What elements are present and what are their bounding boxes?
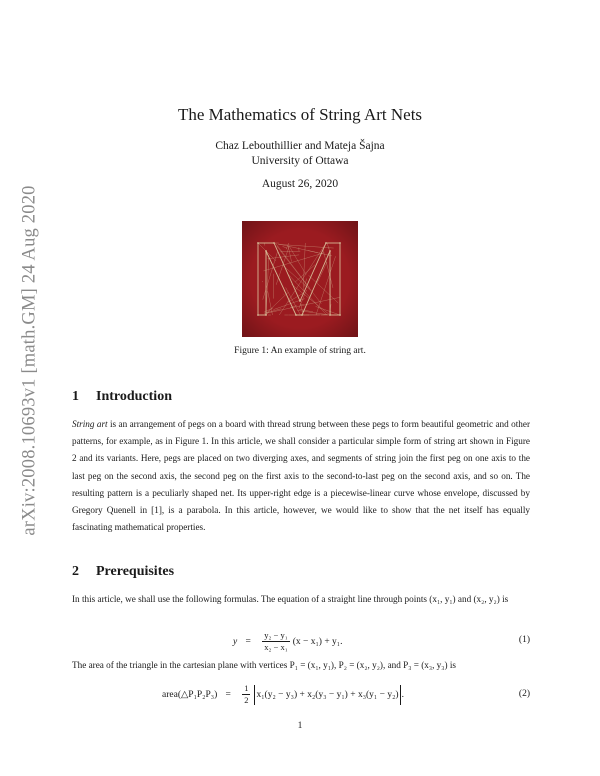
paper-date: August 26, 2020 xyxy=(261,178,339,190)
peg xyxy=(329,250,331,252)
peg xyxy=(265,314,267,316)
eq-rest: (x − x₁) + y₁. xyxy=(292,636,343,647)
peg xyxy=(301,314,303,316)
eq-numerator: 1 xyxy=(244,683,249,693)
eq-rest: x₁(y₂ − y₃) + x₂(y₃ − y₁) + x₃(y₁ − y₂) xyxy=(256,689,399,700)
abs-bar-left xyxy=(254,685,255,705)
eq-denominator: x₂ − x₁ xyxy=(264,642,288,652)
author-block xyxy=(0,139,600,169)
equation-number: (2) xyxy=(518,689,530,699)
section-number: 2 xyxy=(72,564,79,579)
introduction-text: is an arrangement of pegs on a board with thread strung between these pegs to form beautiful geometric and other patterns, for example, as in Figure 1. In this article, we shall consider a particular simple form of string art shown in Figure 2 and its variants. Here, pegs are placed on two diverging axes, and segments of string join the first peg on one axis to the last peg on the second axis, the second peg on the first axis to the second-to-last peg on the second axis, and so on. The resulting pattern is a peculiarly shaped net. Its upper-right edge is a piecewise-linear curve whose envelope, discussed by Gregory Quenell in [1], is a parabola. In this article, however, we would like to show that the net itself has equally fascinating mathematical properties. xyxy=(72,419,531,533)
string-art-image xyxy=(242,221,358,337)
peg xyxy=(295,314,297,316)
section-number: 1 xyxy=(72,389,79,404)
prerequisites-paragraph: In this article, we shall use the following formulas. The equation of a straight line through points (x₁, y₁) and (x₂, y₂) is xyxy=(72,594,509,604)
eq-fraction xyxy=(242,683,250,706)
section-title: Introduction xyxy=(96,389,172,404)
eq-relation: = xyxy=(245,636,251,647)
triangle-area-paragraph: The area of the triangle in the cartesian plane with vertices P₁ = (x₁, y₁), P₂ = (x₂, y₂), and P₃ = (x₃, y₃) is xyxy=(72,660,456,670)
authors: Chaz Lebouthillier and Mateja Šajna xyxy=(215,140,385,152)
equation-triangle-area xyxy=(72,681,530,711)
peg xyxy=(257,314,259,316)
affiliation: University of Ottawa xyxy=(251,155,349,167)
figure-string-art xyxy=(242,221,358,337)
peg xyxy=(273,242,275,244)
paper-title: The Mathematics of String Art Nets xyxy=(177,105,423,124)
eq-numerator: y₂ − y₁ xyxy=(264,630,288,640)
peg xyxy=(265,250,267,252)
introduction-paragraph xyxy=(72,416,530,536)
peg xyxy=(299,300,301,302)
eq-relation: = xyxy=(225,689,231,700)
eq-fraction xyxy=(262,630,289,653)
peg xyxy=(329,314,331,316)
section-title: Prerequisites xyxy=(96,564,175,579)
eq-lhs: area(△P₁P₂P₃) xyxy=(162,690,218,700)
abs-bar-right xyxy=(400,685,401,705)
term-string-art: String art xyxy=(72,419,108,429)
equation-number: (1) xyxy=(518,635,530,645)
page-number: 1 xyxy=(297,721,303,731)
figure-vignette xyxy=(242,221,358,337)
section-heading-introduction xyxy=(72,389,172,405)
peg xyxy=(325,242,327,244)
eq-denominator: 2 xyxy=(244,695,249,705)
equation-line xyxy=(72,628,530,656)
eq-lhs: y xyxy=(233,636,238,647)
arxiv-identifier xyxy=(16,160,44,560)
figure-caption: Figure 1: An example of string art. xyxy=(234,346,366,356)
peg xyxy=(339,242,341,244)
section-heading-prerequisites xyxy=(72,564,174,580)
eq-end: . xyxy=(401,689,404,700)
arxiv-identifier-text: arXiv:2008.10693v1 [math.GM] 24 Aug 2020 xyxy=(19,184,40,536)
peg xyxy=(339,314,341,316)
peg xyxy=(257,242,259,244)
